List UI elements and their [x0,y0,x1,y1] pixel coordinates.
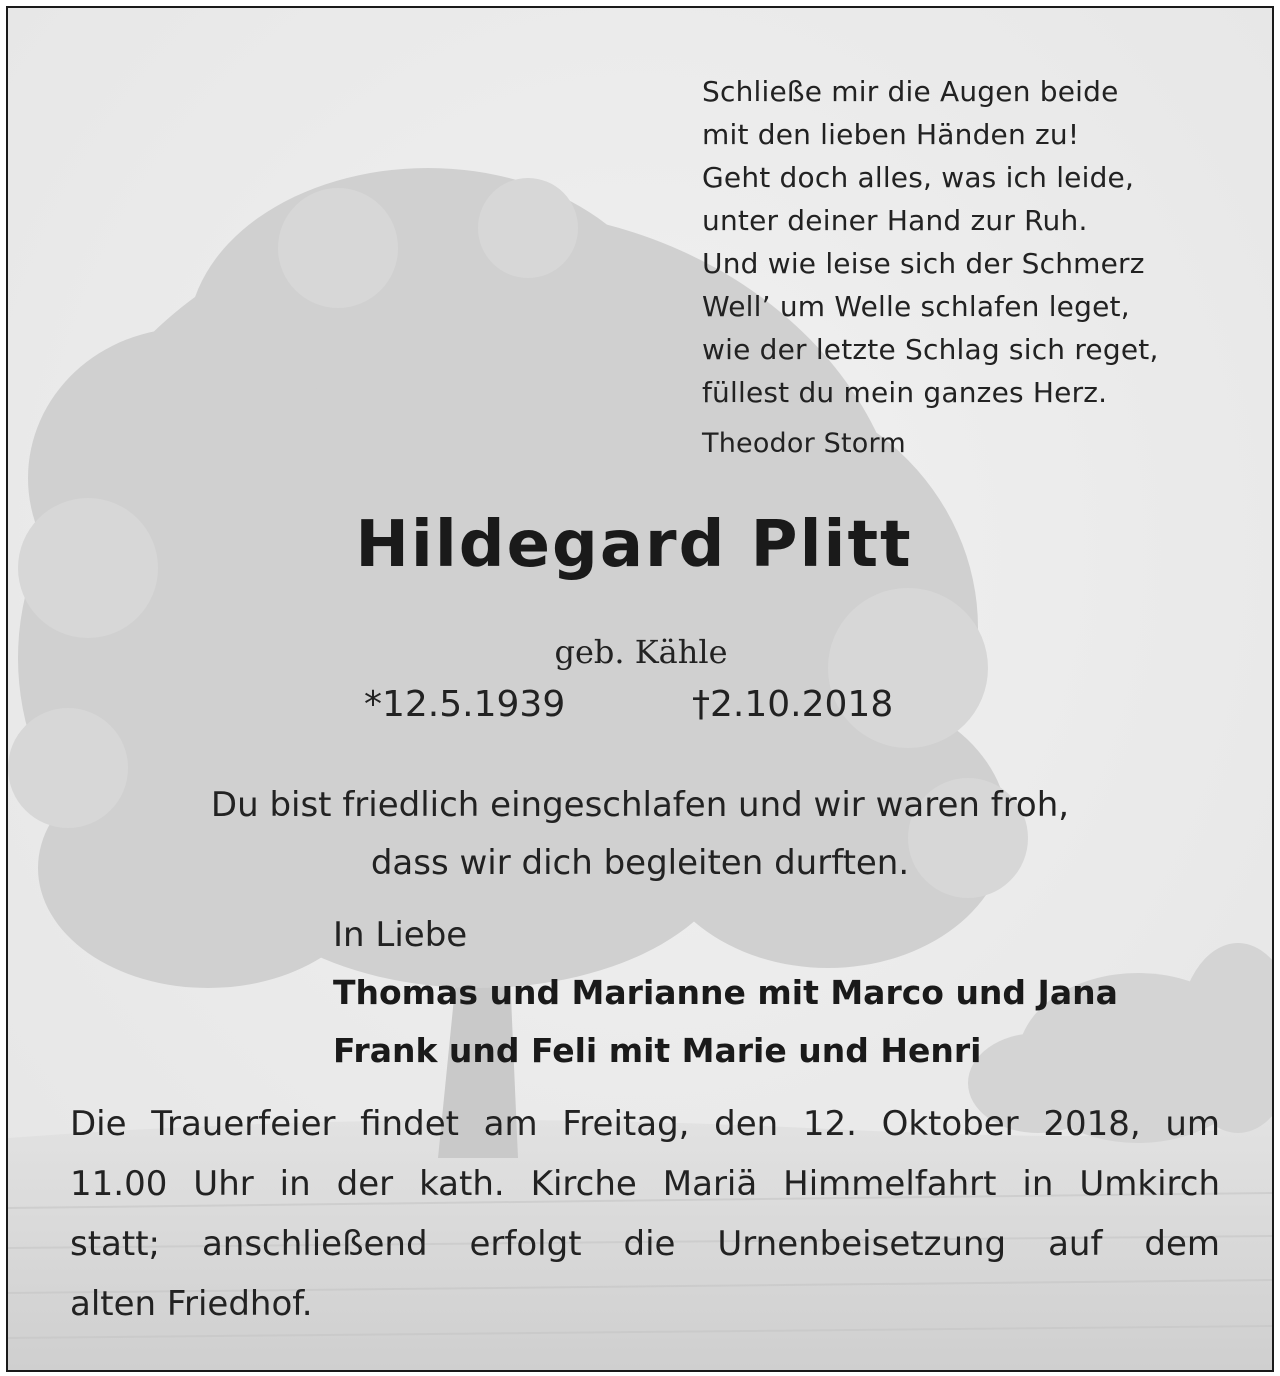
poem-line: Geht doch alles, was ich leide, [702,161,1135,194]
poem-line: Well’ um Welle schlafen leget, [702,290,1130,323]
quote-line: Du bist friedlich eingeschlafen und wir waren froh, [210,785,1070,825]
quote-line: dass wir dich begleiten durften. [370,843,910,883]
poem-line: füllest du mein ganzes Herz. [702,376,1108,409]
birth-name: geb. Kähle [554,633,728,671]
service-line: statt; anschließend erfolgt die Urnenbeisetzung auf dem [70,1224,1220,1264]
poem-line: unter deiner Hand zur Ruh. [702,204,1088,237]
poem-author: Theodor Storm [702,428,906,459]
birth-date: *12.5.1939 [364,684,566,725]
family-intro: In Liebe [333,915,468,955]
deceased-name: Hildegard Plitt [355,508,913,582]
obituary-notice [6,6,1274,1372]
family-member-line: Frank und Feli mit Marie und Henri [333,1031,982,1070]
service-line: 11.00 Uhr in der kath. Kirche Mariä Himmelfahrt in Umkirch [70,1164,1220,1204]
poem-line: wie der letzte Schlag sich reget, [702,333,1159,366]
poem [702,70,1242,465]
farewell-quote [8,776,1272,892]
family-member-line: Thomas und Marianne mit Marco und Jana [333,973,1118,1012]
poem-line: Und wie leise sich der Schmerz [702,247,1145,280]
poem-line: mit den lieben Händen zu! [702,118,1080,151]
service-line: Die Trauerfeier findet am Freitag, den 12. Oktober 2018, um [70,1104,1220,1144]
death-date: †2.10.2018 [692,684,894,725]
poem-line: Schließe mir die Augen beide [702,75,1119,108]
funeral-service-info [70,1094,1220,1334]
family-signature [333,906,1253,1080]
service-line: alten Friedhof. [70,1284,313,1324]
